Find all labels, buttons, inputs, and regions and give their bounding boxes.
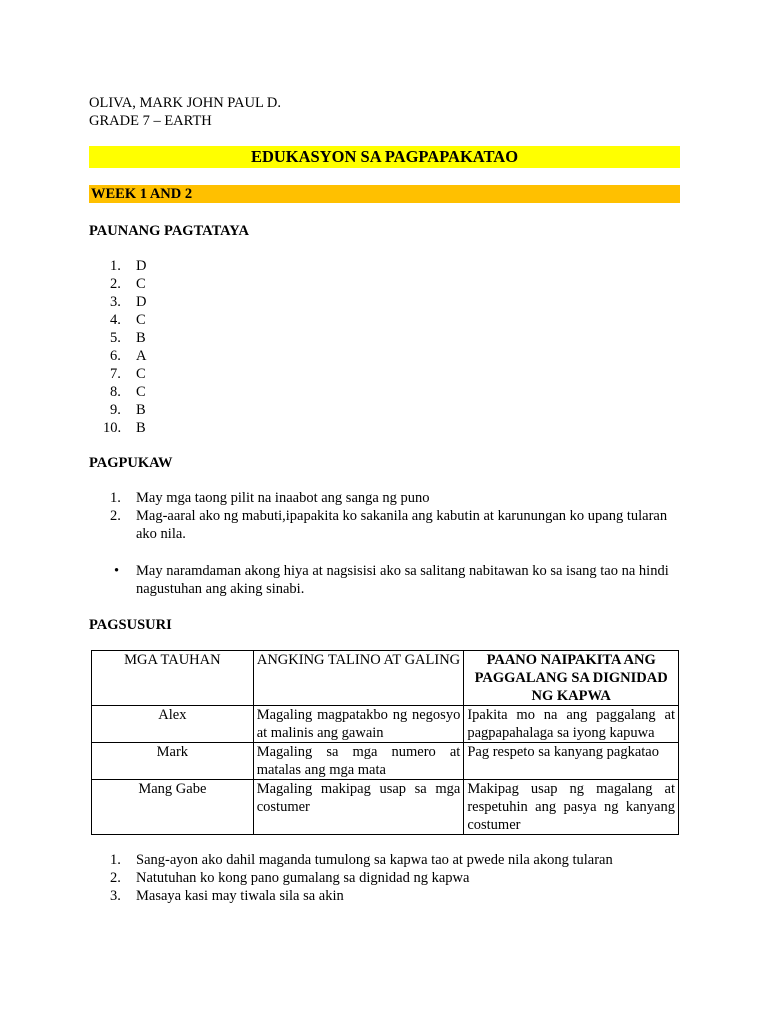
- pagsusuri-answers: [89, 851, 689, 905]
- week-label: WEEK 1 AND 2: [91, 186, 193, 202]
- column-header: MGA TAUHAN: [92, 651, 254, 706]
- list-item: 6. A: [110, 348, 147, 364]
- list-item: 4. C: [110, 312, 146, 328]
- column-header: PAANO NAIPAKITA ANG PAGGALANG SA DIGNIDAD NG KAPWA: [464, 651, 679, 706]
- paunang-heading: PAUNANG PAGTATAYA: [89, 223, 249, 239]
- table-row: [92, 743, 679, 780]
- list-item: 5. B: [110, 330, 146, 346]
- table-header-row: [92, 651, 679, 706]
- document-title: EDUKASYON SA PAGPAPAKATAO: [250, 147, 519, 166]
- list-item: 3. Masaya kasi may tiwala sila sa akin: [110, 888, 344, 904]
- list-item: 3. D: [110, 294, 147, 310]
- table-row: [92, 706, 679, 743]
- list-item: 2. C: [110, 276, 146, 292]
- pagsusuri-table: [91, 650, 679, 835]
- table-cell: Pag respeto sa kanyang pagkatao: [464, 743, 679, 780]
- list-item: 9. B: [110, 402, 146, 418]
- list-item: 1. May mga taong pilit na inaabot ang sanga ng puno: [110, 490, 430, 506]
- paunang-list: [89, 257, 689, 437]
- week-bar: [89, 185, 680, 203]
- list-item: 8. C: [110, 384, 146, 400]
- list-item: • May naramdaman akong hiya at nagsisisi ako sa salitang nabitawan ko sa isang tao na hindi nagustuhan ang aking sinabi.: [114, 563, 669, 597]
- table-cell: Magaling magpatakbo ng negosyo at malinis ang gawain: [253, 706, 464, 743]
- student-name: OLIVA, MARK JOHN PAUL D.: [89, 95, 282, 111]
- table-cell: Alex: [92, 706, 254, 743]
- table-cell: Mang Gabe: [92, 780, 254, 835]
- list-item: 2. Mag-aaral ako ng mabuti,ipapakita ko sakanila ang kabutin at karunungan ko upang tularan ako nila.: [110, 508, 668, 542]
- list-item: 1. Sang-ayon ako dahil maganda tumulong sa kapwa tao at pwede nila akong tularan: [110, 852, 613, 868]
- list-item: 1. D: [110, 258, 147, 274]
- pagpukaw-heading: PAGPUKAW: [89, 455, 173, 471]
- pagpukaw-bullet-list: [89, 562, 684, 598]
- student-grade: GRADE 7 – EARTH: [89, 113, 212, 129]
- column-header: ANGKING TALINO AT GALING: [253, 651, 464, 706]
- table-cell: Mark: [92, 743, 254, 780]
- list-item: 10. B: [103, 420, 146, 436]
- bullet-icon: •: [114, 563, 120, 579]
- title-bar: [89, 146, 680, 168]
- pagsusuri-heading: PAGSUSURI: [89, 617, 172, 633]
- list-item: 2. Natutuhan ko kong pano gumalang sa dignidad ng kapwa: [110, 870, 470, 886]
- list-item: 7. C: [110, 366, 146, 382]
- table-cell: Magaling sa mga numero at matalas ang mga mata: [253, 743, 464, 780]
- table-cell: Makipag usap ng magalang at respetuhin ang pasya ng kanyang costumer: [464, 780, 679, 835]
- table-cell: Ipakita mo na ang paggalang at pagpapahalaga sa iyong kapuwa: [464, 706, 679, 743]
- table-cell: Magaling makipag usap sa mga costumer: [253, 780, 464, 835]
- table-row: [92, 780, 679, 835]
- pagpukaw-list: [89, 489, 684, 543]
